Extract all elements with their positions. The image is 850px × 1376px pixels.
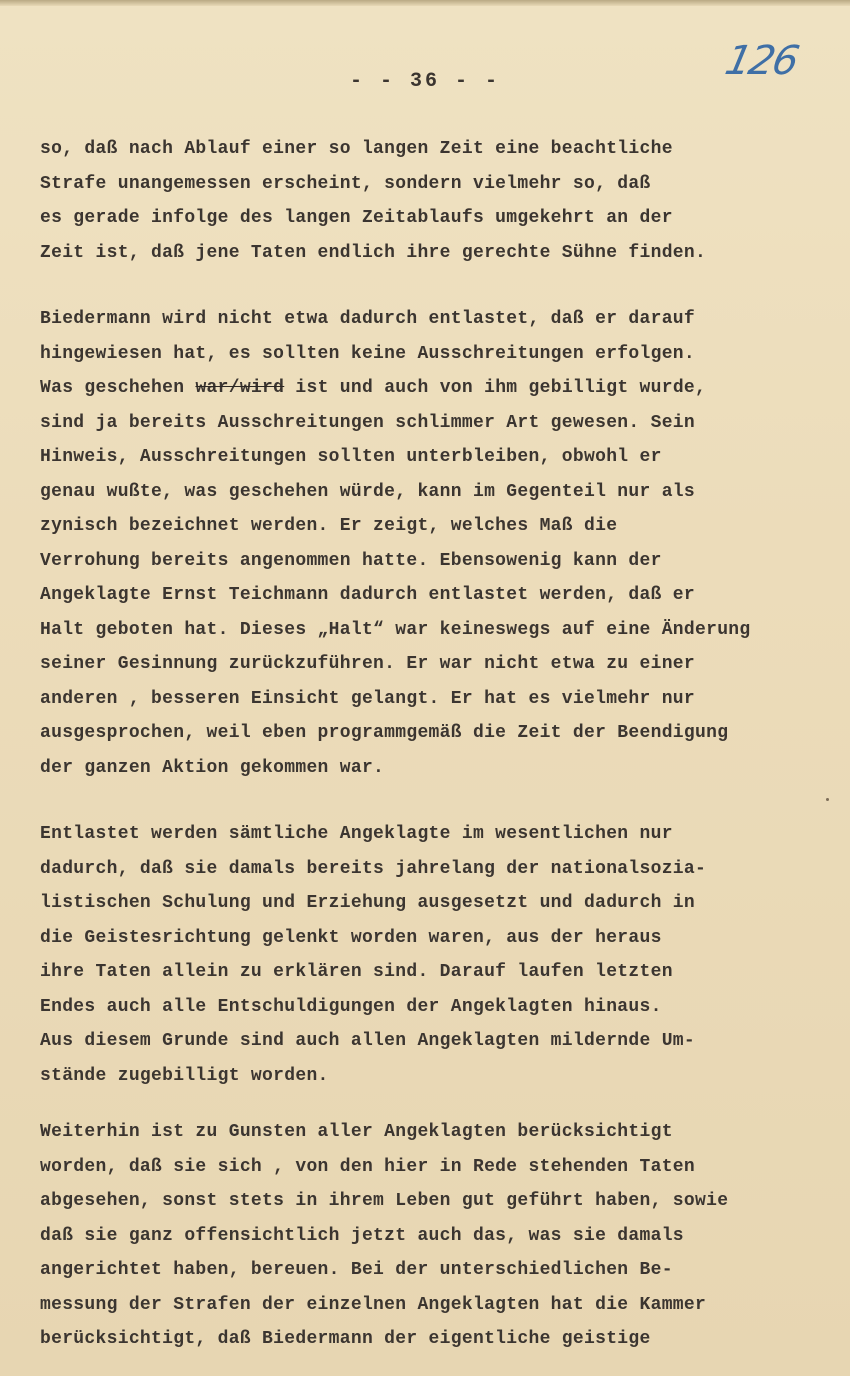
text-line: worden, daß sie sich , von den hier in Rede stehenden Taten — [40, 1156, 696, 1177]
text-line: Halt geboten hat. Dieses „Halt“ war keineswegs auf eine Änderung — [40, 619, 751, 640]
text-line: messung der Strafen der einzelnen Angeklagten hat die Kammer — [40, 1294, 707, 1315]
paragraph-2 — [40, 302, 830, 785]
text-line: Biedermann wird nicht etwa dadurch entlastet, daß er darauf — [40, 309, 696, 329]
text-line: die Geistesrichtung gelenkt worden waren, aus der heraus — [40, 927, 662, 948]
struck-out-word: war/wird — [195, 378, 285, 398]
text-line-with-strikeout — [40, 371, 830, 406]
page-top-edge — [0, 0, 850, 6]
text-line: seiner Gesinnung zurückzuführen. Er war nicht etwa zu einer — [40, 654, 696, 674]
paragraph-1 — [40, 132, 830, 270]
text-line: der ganzen Aktion gekommen war. — [40, 757, 385, 778]
text-line: Weiterhin ist zu Gunsten aller Angeklagten berücksichtigt — [40, 1122, 673, 1142]
text-line: abgesehen, sonst stets in ihrem Leben gut geführt haben, sowie — [40, 1191, 729, 1211]
text-line: Strafe unangemessen erscheint, sondern vielmehr so, daß — [40, 173, 651, 194]
handwritten-folio-number: 126 — [721, 38, 802, 84]
text-line: sind ja bereits Ausschreitungen schlimmer Art gewesen. Sein — [40, 412, 696, 433]
ink-speck — [826, 798, 829, 801]
text-line: anderen , besseren Einsicht gelangt. Er hat es vielmehr nur — [40, 688, 696, 709]
text-line: Zeit ist, daß jene Taten endlich ihre gerechte Sühne finden. — [40, 242, 707, 263]
text-line: ihre Taten allein zu erklären sind. Darauf laufen letzten — [40, 962, 673, 982]
text-fragment: Was geschehen — [40, 378, 196, 398]
text-line: ausgesprochen, weil eben programmgemäß die Zeit der Beendigung — [40, 723, 729, 743]
text-line: Angeklagte Ernst Teichmann dadurch entlastet werden, daß er — [40, 585, 696, 605]
text-line: Verrohung bereits angenommen hatte. Ebensowenig kann der — [40, 550, 662, 571]
text-line: Entlastet werden sämtliche Angeklagte im wesentlichen nur — [40, 824, 673, 844]
text-line: es gerade infolge des langen Zeitablaufs umgekehrt an der — [40, 208, 673, 228]
text-line: hingewiesen hat, es sollten keine Ausschreitungen erfolgen. — [40, 343, 696, 364]
text-line: zynisch bezeichnet werden. Er zeigt, welches Maß die — [40, 516, 618, 536]
text-line: dadurch, daß sie damals bereits jahrelang der nationalsozia- — [40, 858, 707, 879]
text-line: stände zugebilligt worden. — [40, 1065, 329, 1086]
text-line: berücksichtigt, daß Biedermann der eigentliche geistige — [40, 1329, 651, 1349]
text-line: so, daß nach Ablauf einer so langen Zeit eine beachtliche — [40, 139, 673, 159]
text-line: daß sie ganz offensichtlich jetzt auch das, was sie damals — [40, 1225, 684, 1246]
text-line: angerichtet haben, bereuen. Bei der unterschiedlichen Be- — [40, 1260, 673, 1280]
text-line: genau wußte, was geschehen würde, kann im Gegenteil nur als — [40, 481, 696, 502]
page-number-text: - - 36 - - — [349, 70, 501, 93]
text-line: listischen Schulung und Erziehung ausgesetzt und dadurch in — [40, 893, 696, 913]
text-fragment: ist und auch von ihm gebilligt wurde, — [295, 378, 707, 398]
text-line: Hinweis, Ausschreitungen sollten unterbleiben, obwohl er — [40, 447, 662, 467]
text-line: Endes auch alle Entschuldigungen der Angeklagten hinaus. — [40, 996, 662, 1017]
text-line: Aus diesem Grunde sind auch allen Angeklagten mildernde Um- — [40, 1031, 696, 1051]
paragraph-3 — [40, 817, 830, 1093]
paragraph-4 — [40, 1115, 830, 1357]
